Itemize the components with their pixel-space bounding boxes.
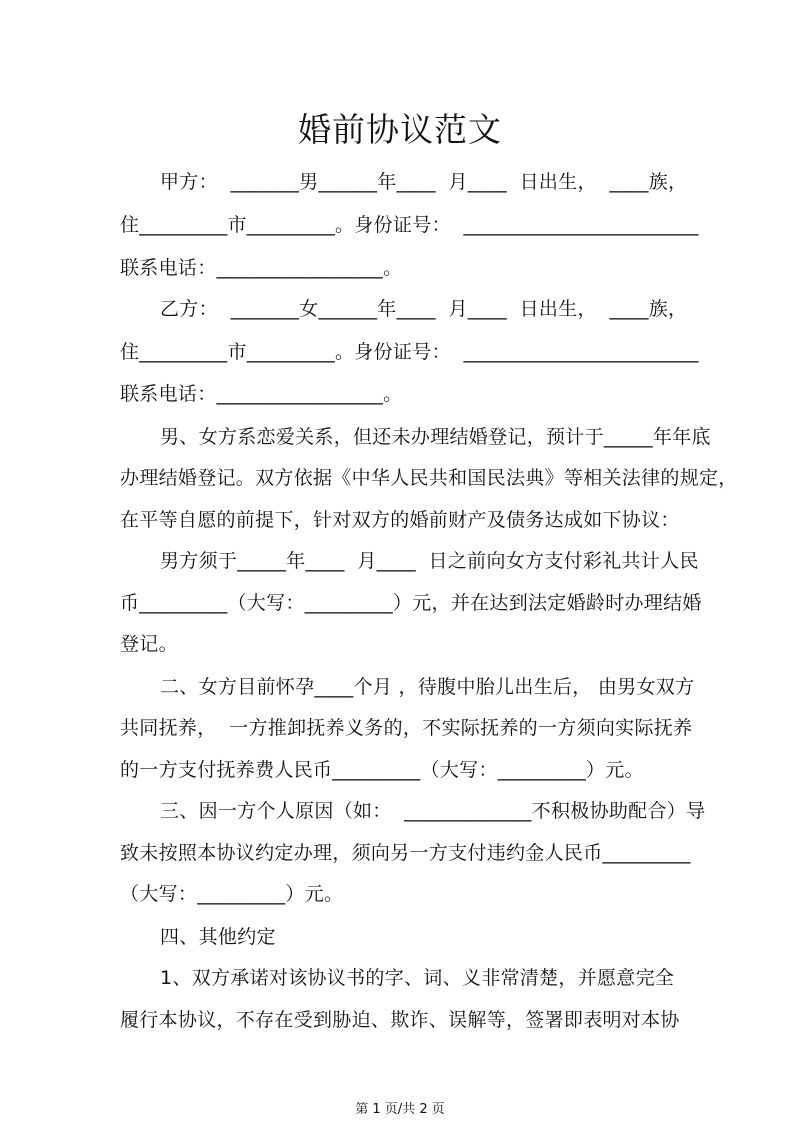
clause-1-line-3: 登记。 <box>120 633 178 655</box>
clause-1-line-2: 币_________（大写：_________）元，并在达到法定婚龄时办理结婚 <box>120 592 702 614</box>
party-a-line-1: 甲方： _______男______年____ 月____ 日出生， ____族， <box>160 171 688 193</box>
section-4-item-1-line-1: 1、双方承诺对该协议书的字、词、义非常清楚，并愿意完全 <box>160 967 675 989</box>
clause-3-line-1: 三、因一方个人原因（如： _____________不积极协助配合）导 <box>160 800 706 822</box>
party-b-line-2: 住_________市_________。身份证号： ________________________ <box>120 341 699 363</box>
party-a-phone: 联系电话：_________________。 <box>120 257 403 279</box>
clause-3-line-2: 致未按照本协议约定办理，须向另一方支付违约金人民币_________ <box>120 842 691 864</box>
intro-line-1: 男、女方系恋爱关系，但还未办理结婚登记，预计于_____年年底 <box>160 426 711 448</box>
page-number-footer: 第 1 页/共 2 页 <box>355 1102 445 1117</box>
party-b-phone: 联系电话：_________________。 <box>120 383 403 405</box>
party-a-line-2: 住_________市_________。身份证号： ________________________ <box>120 214 699 236</box>
intro-line-2: 办理结婚登记。双方依据《中华人民共和国民法典》等相关法律的规定， <box>120 467 738 489</box>
party-b-line-1: 乙方： _______女______年____ 月____ 日出生， ____族， <box>160 298 688 320</box>
intro-line-3: 在平等自愿的前提下，针对双方的婚前财产及债务达成如下协议： <box>120 509 680 531</box>
document-title: 婚前协议范文 <box>298 110 502 149</box>
section-4-item-1-line-2: 履行本协议，不存在受到胁迫、欺诈、误解等，签署即表明对本协 <box>120 1009 680 1031</box>
clause-2-line-1: 二、女方目前怀孕____个月 ，待腹中胎儿出生后， 由男女双方 <box>160 676 695 698</box>
clause-1-line-1: 男方须于_____年____ 月____ 日之前向女方支付彩礼共计人民 <box>160 550 699 572</box>
section-4-heading: 四、其他约定 <box>160 926 276 948</box>
clause-2-line-3: 的一方支付抚养费人民币_________（大写：_________）元。 <box>120 759 644 781</box>
clause-2-line-2: 共同抚养， 一方推卸抚养义务的，不实际抚养的一方须向实际抚养 <box>120 717 693 739</box>
clause-3-line-3: （大写：_________）元。 <box>120 883 344 905</box>
